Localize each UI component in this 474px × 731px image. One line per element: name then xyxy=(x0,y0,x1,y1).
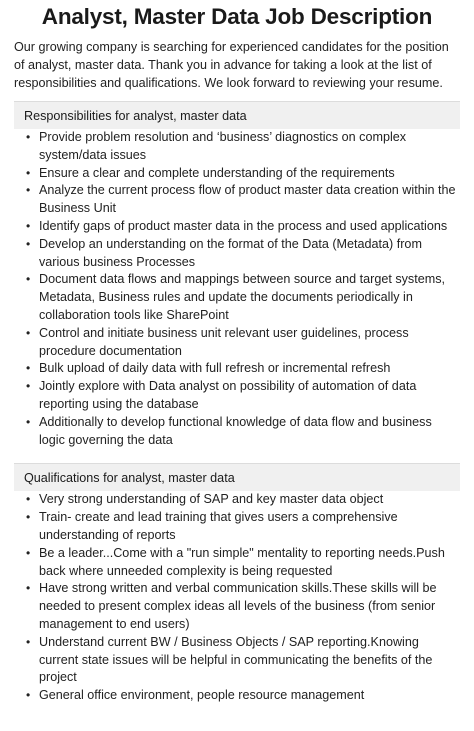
responsibilities-list xyxy=(14,129,460,449)
bullet-icon: • xyxy=(26,379,31,394)
qualification-item xyxy=(26,491,460,509)
qualification-item xyxy=(26,634,460,687)
bullet-icon: • xyxy=(26,634,31,649)
qualification-text: Train- create and lead training that gives users a comprehensive understanding of reports xyxy=(39,510,398,542)
responsibility-item xyxy=(26,360,460,378)
bullet-icon: • xyxy=(26,545,31,560)
responsibility-item xyxy=(26,414,460,450)
bullet-icon: • xyxy=(26,688,31,703)
responsibility-text: Develop an understanding on the format of the Data (Metadata) from various business Processes xyxy=(39,236,422,269)
responsibility-text: Ensure a clear and complete understanding of the requirements xyxy=(39,165,395,180)
qualifications-heading: Qualifications for analyst, master data xyxy=(14,463,460,491)
bullet-icon: • xyxy=(26,510,31,525)
responsibilities-heading: Responsibilities for analyst, master data xyxy=(14,101,460,129)
qualifications-list xyxy=(14,491,460,705)
responsibility-text: Control and initiate business unit relevant user guidelines, process procedure documentation xyxy=(39,325,409,358)
responsibility-item xyxy=(26,218,460,236)
responsibility-text: Document data flows and mappings between source and target systems, Metadata, Business rules and update the documents periodically in collaboration tools like SharePoint xyxy=(39,272,446,322)
responsibility-item xyxy=(26,325,460,361)
page-title: Analyst, Master Data Job Description xyxy=(41,4,433,29)
qualification-item xyxy=(26,509,460,545)
qualification-text: Have strong written and verbal communication skills.These skills will be needed to present complex ideas all levels of the business (from senior management to end users) xyxy=(39,581,437,631)
bullet-icon: • xyxy=(26,414,31,429)
bullet-icon: • xyxy=(26,361,31,376)
bullet-icon: • xyxy=(26,218,31,233)
responsibility-text: Identify gaps of product master data in the process and used applications xyxy=(39,218,448,233)
qualification-text: Understand current BW / Business Objects / SAP reporting.Knowing current state issues will be helpful in communicating the benefits of the project xyxy=(39,634,433,685)
qualification-item xyxy=(26,545,460,581)
bullet-icon: • xyxy=(26,165,31,180)
bullet-icon: • xyxy=(26,325,31,340)
bullet-icon: • xyxy=(26,272,31,287)
responsibility-item xyxy=(26,271,460,324)
qualification-text: General office environment, people resource management xyxy=(39,688,365,703)
bullet-icon: • xyxy=(26,236,31,251)
responsibility-item xyxy=(26,182,460,218)
responsibility-item xyxy=(26,378,460,414)
bullet-icon: • xyxy=(26,130,31,144)
intro-paragraph: Our growing company is searching for experienced candidates for the position of analyst, master data. Thank you in advance for taking a look at the list of responsibilities and qualifications. We look forward to reviewing your resume. xyxy=(14,40,449,90)
responsibility-text: Analyze the current process flow of product master data creation within the Business Unit xyxy=(39,183,456,216)
bullet-icon: • xyxy=(26,581,31,596)
responsibility-item xyxy=(26,165,460,183)
qualification-text: Very strong understanding of SAP and key master data object xyxy=(39,492,384,507)
bullet-icon: • xyxy=(26,183,31,198)
responsibility-text: Jointly explore with Data analyst on possibility of automation of data reporting using the database xyxy=(39,379,417,411)
bullet-icon: • xyxy=(26,492,31,507)
responsibility-item xyxy=(26,129,460,165)
qualification-item xyxy=(26,580,460,633)
responsibility-text: Provide problem resolution and ‘business’ diagnostics on complex system/data issues xyxy=(39,130,407,162)
qualification-item xyxy=(26,687,460,705)
responsibility-text: Bulk upload of daily data with full refresh or incremental refresh xyxy=(39,361,391,376)
responsibility-item xyxy=(26,236,460,272)
qualification-text: Be a leader...Come with a "run simple" mentality to reporting needs.Push back where unneeded complexity is being requested xyxy=(39,545,445,578)
responsibility-text: Additionally to develop functional knowledge of data flow and business logic governing the data xyxy=(39,414,432,447)
